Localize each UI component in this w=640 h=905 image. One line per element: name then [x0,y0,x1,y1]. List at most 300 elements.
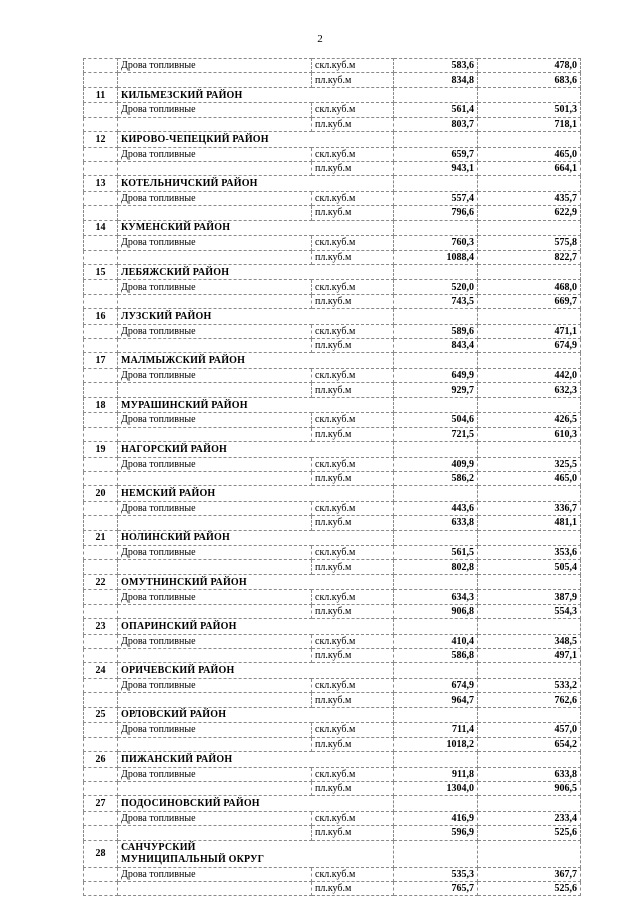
table-row [84,723,581,737]
unit-cell: пл.куб.м [312,427,394,441]
empty-cell [478,796,581,812]
district-number: 26 [84,752,118,768]
empty-cell [478,87,581,103]
value-1-cell: 906,8 [394,604,478,618]
empty-cell [478,309,581,325]
item-cell [118,826,312,840]
table-row [84,678,581,692]
value-1-cell: 1088,4 [394,250,478,264]
value-1-cell: 802,8 [394,560,478,574]
district-number: 22 [84,574,118,590]
table-row [84,501,581,515]
district-header-row [84,264,581,280]
item-cell [118,516,312,530]
row-number-cell [84,147,118,161]
item-cell [118,117,312,131]
value-2-cell: 575,8 [478,236,581,250]
row-number-cell [84,723,118,737]
row-number-cell [84,678,118,692]
value-1-cell: 504,6 [394,413,478,427]
row-number-cell [84,117,118,131]
item-cell: Дрова топливные [118,634,312,648]
item-cell [118,161,312,175]
table-row [84,457,581,471]
unit-cell: скл.куб.м [312,867,394,881]
district-number: 28 [84,840,118,867]
empty-cell [394,397,478,413]
unit-cell: скл.куб.м [312,59,394,73]
district-header-row [84,530,581,546]
unit-cell: пл.куб.м [312,250,394,264]
item-cell [118,560,312,574]
empty-cell [478,397,581,413]
unit-cell: скл.куб.м [312,811,394,825]
row-number-cell [84,649,118,663]
value-2-cell: 233,4 [478,811,581,825]
value-1-cell: 557,4 [394,191,478,205]
row-number-cell [84,73,118,87]
district-name: МАЛМЫЖСКИЙ РАЙОН [118,353,394,369]
row-number-cell [84,693,118,707]
value-1-cell: 765,7 [394,881,478,895]
value-2-cell: 674,9 [478,339,581,353]
row-number-cell [84,161,118,175]
empty-cell [478,442,581,458]
district-header-row [84,442,581,458]
firewood-table [83,58,581,896]
unit-cell: скл.куб.м [312,103,394,117]
row-number-cell [84,339,118,353]
table-row [84,236,581,250]
table-row [84,471,581,485]
value-1-cell: 634,3 [394,590,478,604]
table-row [84,693,581,707]
district-header-row [84,663,581,679]
value-2-cell: 478,0 [478,59,581,73]
empty-cell [478,840,581,867]
item-cell: Дрова топливные [118,867,312,881]
value-1-cell: 410,4 [394,634,478,648]
row-number-cell [84,191,118,205]
table-row [84,560,581,574]
unit-cell: скл.куб.м [312,147,394,161]
value-2-cell: 435,7 [478,191,581,205]
district-header-row [84,220,581,236]
empty-cell [478,132,581,148]
table-row [84,781,581,795]
item-cell: Дрова топливные [118,236,312,250]
row-number-cell [84,250,118,264]
row-number-cell [84,413,118,427]
value-2-cell: 610,3 [478,427,581,441]
row-number-cell [84,206,118,220]
empty-cell [394,752,478,768]
value-2-cell: 468,0 [478,280,581,294]
row-number-cell [84,826,118,840]
item-cell: Дрова топливные [118,280,312,294]
empty-cell [394,264,478,280]
row-number-cell [84,427,118,441]
row-number-cell [84,590,118,604]
district-number: 13 [84,176,118,192]
empty-cell [394,574,478,590]
item-cell: Дрова топливные [118,59,312,73]
empty-cell [394,176,478,192]
item-cell [118,73,312,87]
unit-cell: скл.куб.м [312,191,394,205]
row-number-cell [84,560,118,574]
item-cell: Дрова топливные [118,147,312,161]
unit-cell: пл.куб.м [312,383,394,397]
item-cell [118,427,312,441]
row-number-cell [84,294,118,308]
empty-cell [394,486,478,502]
row-number-cell [84,881,118,895]
empty-cell [478,574,581,590]
value-2-cell: 501,3 [478,103,581,117]
item-cell [118,471,312,485]
value-2-cell: 669,7 [478,294,581,308]
value-2-cell: 336,7 [478,501,581,515]
table-row [84,324,581,338]
value-2-cell: 554,3 [478,604,581,618]
value-1-cell: 561,4 [394,103,478,117]
value-2-cell: 632,3 [478,383,581,397]
value-1-cell: 586,2 [394,471,478,485]
empty-cell [478,530,581,546]
empty-cell [394,442,478,458]
value-2-cell: 654,2 [478,737,581,751]
value-1-cell: 911,8 [394,767,478,781]
table-row [84,368,581,382]
empty-cell [394,530,478,546]
district-name: МУРАШИНСКИЙ РАЙОН [118,397,394,413]
unit-cell: пл.куб.м [312,737,394,751]
item-cell [118,737,312,751]
value-1-cell: 674,9 [394,678,478,692]
value-1-cell: 1304,0 [394,781,478,795]
empty-cell [394,309,478,325]
empty-cell [394,220,478,236]
row-number-cell [84,737,118,751]
value-2-cell: 633,8 [478,767,581,781]
value-1-cell: 583,6 [394,59,478,73]
value-1-cell: 721,5 [394,427,478,441]
value-1-cell: 1018,2 [394,737,478,751]
district-name: КОТЕЛЬНИЧСКИЙ РАЙОН [118,176,394,192]
value-2-cell: 762,6 [478,693,581,707]
empty-cell [478,220,581,236]
row-number-cell [84,767,118,781]
unit-cell: скл.куб.м [312,546,394,560]
district-number: 11 [84,87,118,103]
unit-cell: скл.куб.м [312,457,394,471]
unit-cell: пл.куб.м [312,693,394,707]
value-2-cell: 906,5 [478,781,581,795]
district-number: 27 [84,796,118,812]
table-row [84,250,581,264]
unit-cell: пл.куб.м [312,560,394,574]
district-header-row [84,840,581,867]
district-number: 18 [84,397,118,413]
item-cell: Дрова топливные [118,678,312,692]
item-cell: Дрова топливные [118,811,312,825]
value-2-cell: 353,6 [478,546,581,560]
value-2-cell: 525,6 [478,881,581,895]
district-name: НАГОРСКИЙ РАЙОН [118,442,394,458]
row-number-cell [84,516,118,530]
district-number: 15 [84,264,118,280]
empty-cell [478,486,581,502]
unit-cell: пл.куб.м [312,649,394,663]
value-2-cell: 481,1 [478,516,581,530]
district-name: КИРОВО-ЧЕПЕЦКИЙ РАЙОН [118,132,394,148]
item-cell [118,294,312,308]
row-number-cell [84,280,118,294]
district-header-row [84,486,581,502]
district-name: КУМЕНСКИЙ РАЙОН [118,220,394,236]
district-number: 25 [84,707,118,723]
table-row [84,294,581,308]
value-1-cell: 416,9 [394,811,478,825]
district-header-row [84,309,581,325]
value-2-cell: 664,1 [478,161,581,175]
value-2-cell: 718,1 [478,117,581,131]
value-2-cell: 505,4 [478,560,581,574]
unit-cell: пл.куб.м [312,73,394,87]
table-row [84,590,581,604]
row-number-cell [84,781,118,795]
unit-cell: пл.куб.м [312,516,394,530]
district-name [118,840,394,867]
unit-cell: скл.куб.м [312,236,394,250]
value-1-cell: 943,1 [394,161,478,175]
item-cell: Дрова топливные [118,368,312,382]
unit-cell: пл.куб.м [312,471,394,485]
district-header-row [84,132,581,148]
row-number-cell [84,604,118,618]
item-cell [118,383,312,397]
table-row [84,147,581,161]
unit-cell: скл.куб.м [312,723,394,737]
value-2-cell: 471,1 [478,324,581,338]
empty-cell [394,353,478,369]
value-1-cell: 659,7 [394,147,478,161]
district-header-row [84,397,581,413]
row-number-cell [84,811,118,825]
item-cell: Дрова топливные [118,103,312,117]
table-row [84,413,581,427]
value-1-cell: 843,4 [394,339,478,353]
item-cell: Дрова топливные [118,191,312,205]
district-header-row [84,574,581,590]
row-number-cell [84,368,118,382]
unit-cell: пл.куб.м [312,781,394,795]
item-cell [118,781,312,795]
row-number-cell [84,634,118,648]
table-row [84,73,581,87]
item-cell [118,604,312,618]
district-name: ПИЖАНСКИЙ РАЙОН [118,752,394,768]
table-row [84,383,581,397]
item-cell: Дрова топливные [118,501,312,515]
district-name: ОРЛОВСКИЙ РАЙОН [118,707,394,723]
empty-cell [478,752,581,768]
unit-cell: скл.куб.м [312,368,394,382]
district-number: 12 [84,132,118,148]
value-2-cell: 426,5 [478,413,581,427]
value-2-cell: 683,6 [478,73,581,87]
district-name: НОЛИНСКИЙ РАЙОН [118,530,394,546]
value-1-cell: 743,5 [394,294,478,308]
district-header-row [84,353,581,369]
item-cell: Дрова топливные [118,767,312,781]
value-2-cell: 457,0 [478,723,581,737]
district-name: НЕМСКИЙ РАЙОН [118,486,394,502]
district-number: 19 [84,442,118,458]
empty-cell [394,840,478,867]
table-row [84,280,581,294]
table-row [84,191,581,205]
value-2-cell: 367,7 [478,867,581,881]
value-1-cell: 596,9 [394,826,478,840]
unit-cell: пл.куб.м [312,339,394,353]
table-body [84,59,581,896]
value-1-cell: 711,4 [394,723,478,737]
row-number-cell [84,471,118,485]
district-number: 20 [84,486,118,502]
district-name: ОМУТНИНСКИЙ РАЙОН [118,574,394,590]
item-cell [118,339,312,353]
table-row [84,427,581,441]
unit-cell: скл.куб.м [312,501,394,515]
district-name-line-2: МУНИЦИПАЛЬНЫЙ ОКРУГ [121,853,265,865]
item-cell: Дрова топливные [118,546,312,560]
value-1-cell: 586,8 [394,649,478,663]
item-cell: Дрова топливные [118,457,312,471]
unit-cell: пл.куб.м [312,117,394,131]
value-2-cell: 822,7 [478,250,581,264]
item-cell: Дрова топливные [118,324,312,338]
item-cell [118,649,312,663]
value-2-cell: 465,0 [478,471,581,485]
row-number-cell [84,457,118,471]
value-1-cell: 633,8 [394,516,478,530]
district-name-line-1: САНЧУРСКИЙ [121,841,196,853]
district-header-row [84,87,581,103]
table-row [84,737,581,751]
table-row [84,649,581,663]
table-row [84,604,581,618]
district-header-row [84,176,581,192]
table-row [84,59,581,73]
unit-cell: пл.куб.м [312,206,394,220]
empty-cell [478,619,581,635]
value-2-cell: 497,1 [478,649,581,663]
item-cell [118,693,312,707]
unit-cell: скл.куб.м [312,678,394,692]
unit-cell: пл.куб.м [312,294,394,308]
unit-cell: пл.куб.м [312,604,394,618]
value-2-cell: 533,2 [478,678,581,692]
unit-cell: скл.куб.м [312,634,394,648]
empty-cell [478,176,581,192]
empty-cell [478,663,581,679]
value-1-cell: 929,7 [394,383,478,397]
district-number: 17 [84,353,118,369]
empty-cell [394,619,478,635]
district-name: КИЛЬМЕЗСКИЙ РАЙОН [118,87,394,103]
value-2-cell: 442,0 [478,368,581,382]
district-header-row [84,752,581,768]
row-number-cell [84,324,118,338]
table-row [84,103,581,117]
item-cell: Дрова топливные [118,413,312,427]
value-2-cell: 387,9 [478,590,581,604]
unit-cell: скл.куб.м [312,413,394,427]
unit-cell: пл.куб.м [312,826,394,840]
unit-cell: скл.куб.м [312,590,394,604]
district-number: 23 [84,619,118,635]
district-header-row [84,707,581,723]
table-row [84,117,581,131]
item-cell: Дрова топливные [118,723,312,737]
empty-cell [478,707,581,723]
item-cell: Дрова топливные [118,590,312,604]
unit-cell: пл.куб.м [312,161,394,175]
table-row [84,826,581,840]
district-number: 21 [84,530,118,546]
empty-cell [478,264,581,280]
district-number: 24 [84,663,118,679]
district-name: ПОДОСИНОВСКИЙ РАЙОН [118,796,394,812]
empty-cell [478,353,581,369]
table-row [84,206,581,220]
row-number-cell [84,59,118,73]
row-number-cell [84,501,118,515]
value-1-cell: 964,7 [394,693,478,707]
value-1-cell: 589,6 [394,324,478,338]
district-number: 14 [84,220,118,236]
unit-cell: скл.куб.м [312,767,394,781]
empty-cell [394,707,478,723]
empty-cell [394,132,478,148]
value-1-cell: 520,0 [394,280,478,294]
row-number-cell [84,546,118,560]
value-1-cell: 803,7 [394,117,478,131]
unit-cell: скл.куб.м [312,280,394,294]
value-1-cell: 760,3 [394,236,478,250]
value-2-cell: 325,5 [478,457,581,471]
row-number-cell [84,383,118,397]
table-row [84,516,581,530]
table-row [84,339,581,353]
value-1-cell: 796,6 [394,206,478,220]
district-header-row [84,619,581,635]
row-number-cell [84,867,118,881]
district-name: ЛУЗСКИЙ РАЙОН [118,309,394,325]
table-row [84,811,581,825]
value-1-cell: 409,9 [394,457,478,471]
empty-cell [394,663,478,679]
value-1-cell: 834,8 [394,73,478,87]
table-row [84,767,581,781]
unit-cell: скл.куб.м [312,324,394,338]
table-row [84,161,581,175]
item-cell [118,881,312,895]
unit-cell: пл.куб.м [312,881,394,895]
district-header-row [84,796,581,812]
